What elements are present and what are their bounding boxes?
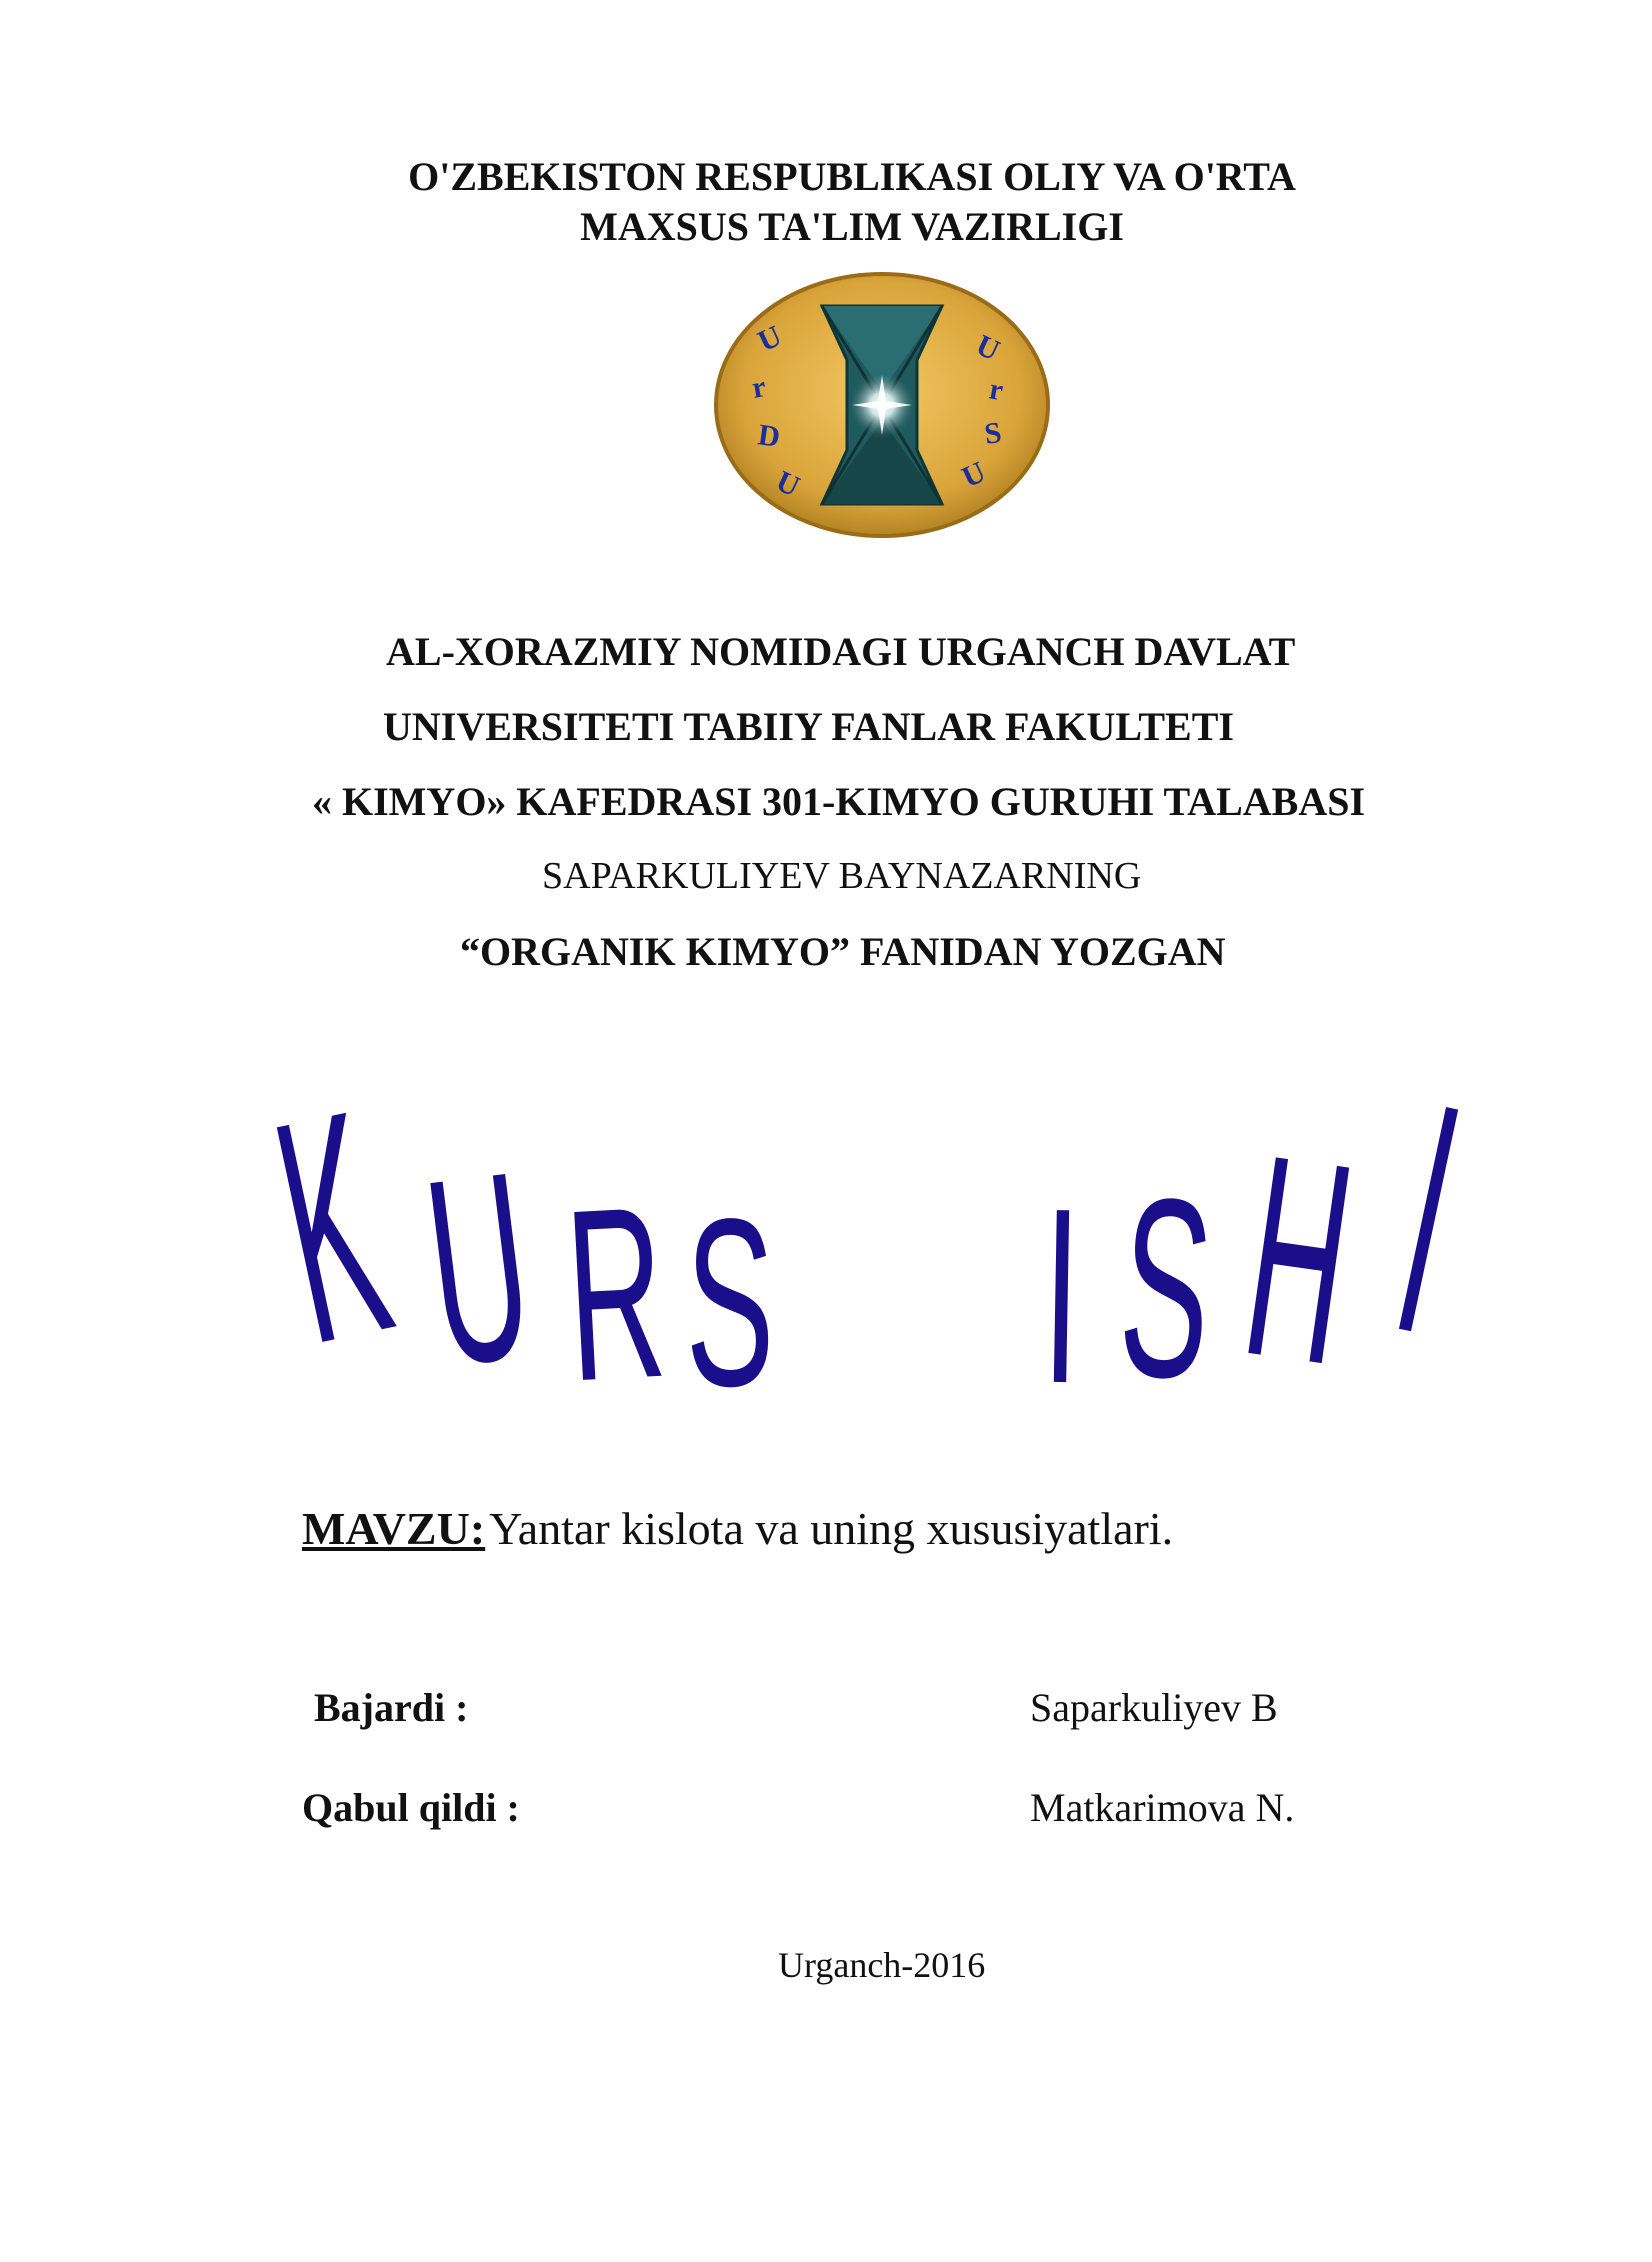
institution-line-1: AL-XORAZMIY NOMIDAGI URGANCH DAVLAT: [386, 629, 1296, 674]
title-word1-letter-3: R: [560, 1154, 671, 1433]
emblem-letter-left-1: U: [753, 319, 787, 359]
title-word2-letter-1: I: [1040, 1156, 1083, 1437]
topic-label: MAVZU:: [302, 1503, 486, 1554]
title-word2-letter-4: I: [1372, 1036, 1485, 1404]
emblem-letter-right-4: U: [957, 455, 991, 495]
title-word1-letter-1: K: [251, 1043, 413, 1411]
emblem-letter-left-3: D: [756, 418, 783, 454]
institution-line-3: « KIMYO» KAFEDRASI 301-KIMYO GURUHI TALABASI: [312, 779, 1366, 824]
subject-line: “ORGANIK KIMYO” FANIDAN YOZGAN: [460, 929, 1226, 974]
course-work-title-svg: [251, 1036, 1485, 1437]
emblem-letter-left-4: U: [771, 464, 805, 504]
topic-text: Yantar kislota va uning xususiyatlari.: [489, 1503, 1174, 1554]
accepted-by-label: Qabul qildi :: [302, 1785, 520, 1830]
ministry-line-1: O'ZBEKISTON RESPUBLIKASI OLIY VA O'RTA: [408, 154, 1296, 199]
title-word2-letter-3: H: [1229, 1095, 1369, 1426]
done-by-name: Saparkuliyev B: [1030, 1685, 1278, 1730]
done-by-label: Bajardi :: [314, 1685, 469, 1730]
title-word2-letter-2: S: [1112, 1143, 1221, 1435]
university-emblem-svg: [712, 270, 1052, 540]
university-emblem-icon: [712, 270, 1052, 540]
course-work-title: [251, 1036, 1485, 1437]
student-name-line: SAPARKULIYEV BAYNAZARNING: [542, 855, 1142, 897]
place-and-year: Urganch-2016: [778, 1945, 986, 1985]
accepted-by-name: Matkarimova N.: [1030, 1785, 1295, 1830]
title-word1-letter-4: S: [685, 1168, 775, 1436]
topic-line: [302, 1502, 1173, 1555]
emblem-letter-right-2: r: [986, 372, 1006, 408]
emblem-letter-left-2: r: [749, 370, 769, 405]
emblem-letter-right-3: S: [982, 415, 1004, 451]
emblem-letter-right-1: U: [971, 328, 1005, 368]
ministry-line-2: MAXSUS TA'LIM VAZIRLIGI: [580, 204, 1124, 249]
title-word1-letter-2: U: [413, 1116, 545, 1423]
institution-line-2: UNIVERSITETI TABIIY FANLAR FAKULTETI: [383, 704, 1234, 749]
